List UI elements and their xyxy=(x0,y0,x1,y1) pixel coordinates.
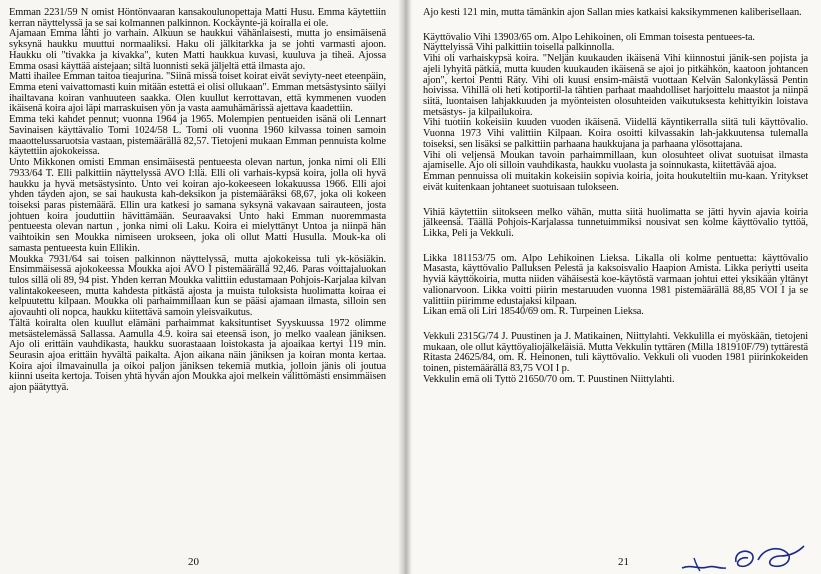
paragraph: Vihiä käytettiin siitokseen melko vähän, mutta siitä huolimatta se jätti hyvin ajavia koiria jälkeensä. Täällä Pohjois-Karjalassa tunnetuimmiksi nousivat sen kolme käyttövalio tyttöä, Likka, Peli ja Vekkuli. xyxy=(423,206,808,239)
paragraph: Moukka 7931/64 sai toisen palkinnon näyttelyssä, mutta ajokokeissa tuli yk-kösiäkin. Ensimmäisessä ajokokeessa Moukka ajoi AVO I pistemäärällä 92,46. Paras voittajaluokan tulos sillä oli 89, 94 pist. Yhden kerran Moukka valittiin edustamaan Pohjois-Karjalaa kilvan valintakokeeseen, mutta kahdesta pitkästä ajosta ja muista tuloksista huolimatta koiraa ei kelpuutettu kilpaan. Moukka oli parhaimmillaan kun se pääsi ajamaan ilmasta, silloin sen ajovauhti oli nopca, haukku kiitettävä samoin yleisvaikutus. xyxy=(9,253,387,319)
right-page xyxy=(404,0,821,574)
paragraph: Näyttelyissä Vihi palkittiin toisella palkinnolla. xyxy=(423,42,615,54)
paragraph: Ajamaan Emma lähti jo varhain. Alkuun se haukkui vähänlaisesti, mutta jo ensimäisenä syksynä haukku muuttui normaaliksi. Haku oli jälkitarkka ja se johti varmasti ajoon. Haukku oli "tivakka ja kivakka", kuten Matti haukkua kuvasi, kuuluva ja tiheä. Ajossa Emma osasi käyttää aistejaan; siltä luonnisti sekä jäljeltä että ilmasta ajo. xyxy=(9,28,386,72)
paragraph: Tältä koiralta olen kuullut elämäni parhaimmat kaksituntiset Syyskuussa 1972 olimme metsästelemässä Sallassa. Aamulla 4.9. koira sai eteensä ison, jo melko vaalean jäniksen. Ajo oli erittäin vauhdikasta, haukku suorastaaan loistokasta ja ajoaikaa kertyi 119 min. Seurasin ajoa erittäin hyvältä paikalta. Ajon aikana näin jäniksen ja koiran monta kertaa. Koira ajoi ilmavainulla ja oikoi paljon jäniksen tekemiä mutkia, jolloin jänis oli joutua kiinni useita kertoja. Toisen yhtä hyvän ajon Moukka ajoi melkein välittömästi ensimmäisen ajon päätyttyä. xyxy=(9,317,386,394)
paragraph: Likka 181153/75 om. Alpo Lehikoinen Lieksa. Likalla oli kolme pentuetta: käyttövalio Masasta, käyttövalio Palluksen Pelestä ja kaksoisvalio Haapion Amista. Likka periytti useita hyviä käyttökoiria, mutta niiden vähäisestä koe-käytöstä varmaan johtui ettei yksikään yltänyt valionarvoon. Likka voitti piirin mestaruuden vuonna 1981 pistemäärällä 88,85 VOI I ja se valittiin piirimme edustajaksi kilpaan. xyxy=(423,252,808,307)
paragraph: Käyttövalio Vihi 13903/65 om. Alpo Lehikoinen, oli Emman toisesta pentuees-ta. xyxy=(423,31,755,43)
page-number-right: 21 xyxy=(618,556,629,568)
paragraph: Vekkulin emä oli Tyttö 21650/70 om. T. Puustinen Niittylahti. xyxy=(423,373,675,385)
paragraph: Vihi oli veljensä Moukan tavoin parhaimmillaan, kun olosuhteet olivat suotuisat ilmasta ajamiselle. Ajo oli silloin vauhdikasta, haukku vuolasta ja soinnukasta, kiitettävää ajoa. xyxy=(423,149,808,172)
paragraph: Vihi oli varhaiskypsä koira. "Neljän kuukauden ikäisenä Vihi kiinnostui jänik-sen pojista ja ajeli lyhyitä pätkiä, mutta kuuden kuukauden ikäisenä se ajoi jo pitkähkön, kaatoon johtancen ajon", kertoi Pentti Räty. Vihi oli kuusi ensim-mäistä vuottaan Kelvän Salonkylässä Pentin hoivissa. Vihillä oli heti kotiportil-la tähtien parhaat maahdolliset harjoittelu maastot ja niinpä siitä, luontaisen lahjakkuuden ja myönteisten olosuhteiden vaikutuksesta kehittyikin loistava metsästys- ja kilpailukoira. xyxy=(423,53,808,118)
paragraph: Unto Mikkonen omisti Emman ensimäisestä pentueesta olevan nartun, jonka nimi oli Elli 7933/64 T. Elli palkittiin näyttelyssä AVO I:llä. Elli oli varhais-kypsä koira, jolla oli hyvä haukku ja hyvä metsästysinto. Unto vei koiran ajo-kokeeseen lokakuussa 1966. Elli ajoi yhden täyden ajon, se sai haukusta kah-deksikon ja pistemääräksi 68,67, joka oli kokeen toiseksi paras pistemäärä. Ellin ura katkesi jo samana syksynä vakavaan sairauteen, josta johtuen koira jouduttiin hävittämään. Seuraavaksi Unto haki Emman nuoremmasta pentueesta olevan nartun , jonka nimi oli Laku. Koira ei mielyttänyt Untoa ja niinpä hän vaihtoikin sen Moukka nimiseen urokseen, joka oli ollut Matti Husulla. Mouk-ka oli samasta pentueesta kuin Ellikin. xyxy=(9,157,386,254)
paragraph: Vihi tuotiin kokeisiin kuuden vuoden ikäisenä. Viidellä käyntikerralla siitä tuli käyttövalio. Vuonna 1973 Vihi valittiin Kilpaan. Koira osoitti kilvassakin lah-jakkuutensa tulemalla toiseksi, sen lisäksi se palkittiin parhaana haukkujana ja parhaana ylösottajana. xyxy=(423,117,808,150)
paragraph: Emman 2231/59 N omist Höntönvaaran kansakoulunopettaja Matti Husu. Emma käytettiin kerran näyttelyssä ja se sai kolmannen palkinnon. Kockäynte-jä koiralla ei ole. xyxy=(9,7,386,29)
left-page-text xyxy=(9,8,386,394)
paragraph: Emma teki kahdet pennut; vuonna 1964 ja 1965. Molempien pentueiden isänä oli Lennart Savinaisen käyttävalio Tomi 1024/58 L. Tomi oli vuonna 1960 kilvassa toinen samoin maaottelussaruotsia vastaan, pistemäärällä 82,57. Tietojeni mukaan Emman pennuista kolme käytettiin ajokokeissa. xyxy=(9,114,387,158)
right-page-text xyxy=(423,8,808,386)
left-page xyxy=(0,0,404,574)
paragraph: Ajo kesti 121 min, mutta tämänkin ajon Sallan mies katkaisi kaksikymmenen kaliberisellaan. xyxy=(423,7,802,18)
book-gutter xyxy=(398,0,412,574)
paragraph: Vekkuli 2315G/74 J. Puustinen ja J. Matikainen, Niittylahti. Vekkulilla ei myöskään, tietojeni mukaan, ole ollut käyttöyaliojälkeläisiä. Mutta Vekkulin tyttären (Milla 181910F/79) tyttärestä Ritasta 24625/84, om. R. Heinonen, tuli käyttövalio. Vekkuli oli vuoden 1981 piirinkokeiden toinen, pistemäärällä 83,75 VOI I p. xyxy=(423,330,808,375)
paragraph: Likan emä oli Liri 18540/69 om. R. Turpeinen Lieksa. xyxy=(423,306,644,318)
page-number-left: 20 xyxy=(188,556,199,568)
handwritten-signature xyxy=(674,538,814,574)
paragraph: Matti ihailee Emman taitoa tieajurina. "Siinä missä toiset koirat eivät seviyty-neet eteenpäin, Emma eteni vaivattomasti kuin mitään estettä ei olisi ollukaan". Emman metsästysinto säilyi ihailtavana koiran vanhuuteen saakka. Olen kuullut kerrottavan, että kymmenen vuoden ikäisenä koira ajoi läpi marraskuisen yön ja vasta aamuhämärissä ajettava kaadettiin. xyxy=(9,71,386,115)
paragraph: Emman pennuissa oli muitakin kokeisiin sopivia koiria, joita houkuteltiin mu-kaan. Yritykset eivät kuitenkaan johtaneet suotuisaan tulokseen. xyxy=(423,171,808,193)
